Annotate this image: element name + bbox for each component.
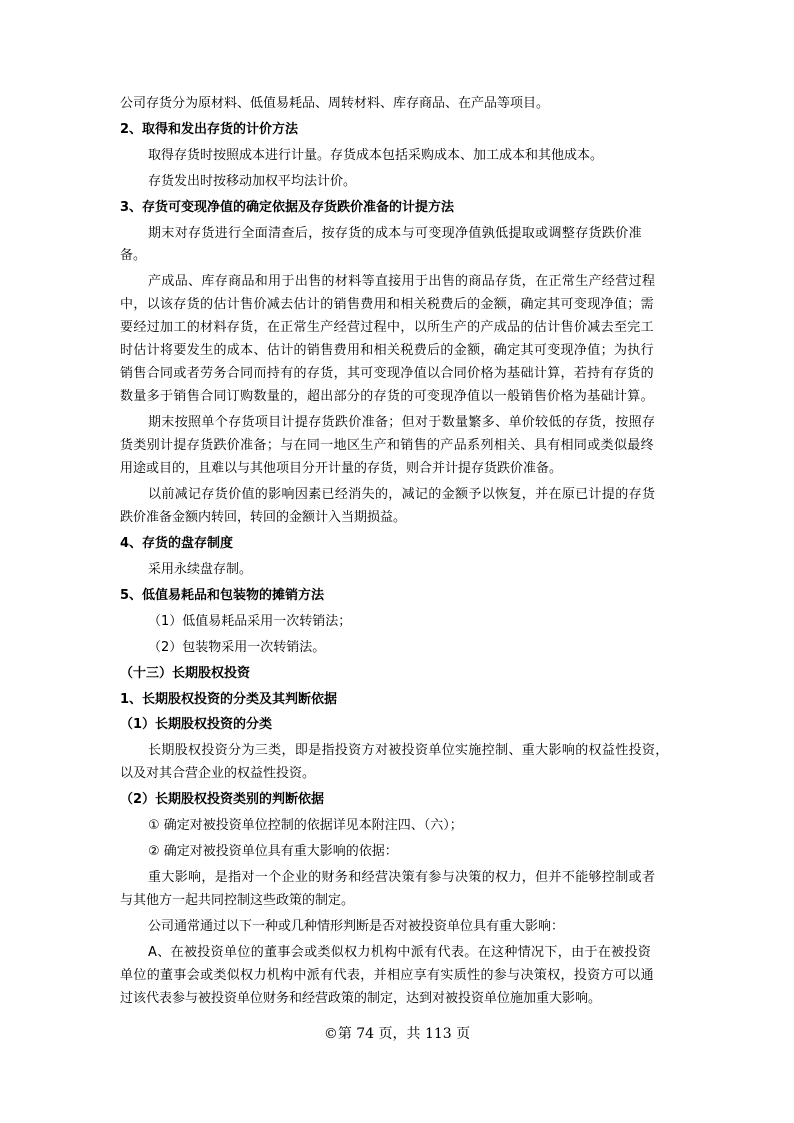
- paragraph-line: 要经过加工的材料存货，在正常生产经营过程中，以所生产的产成品的估计售价减去至完工: [120, 320, 655, 335]
- section-heading: 5、低值易耗品和包装物的摊销方法: [120, 588, 325, 603]
- paragraph-line: 与其他方一起共同控制这些政策的制定。: [120, 893, 355, 908]
- list-item: （2）包装物采用一次转销法。: [148, 640, 326, 655]
- paragraph-line: 以及对其合营企业的权益性投资。: [120, 766, 316, 781]
- paragraph-line: 时估计将要发生的成本、估计的销售费用和相关税费后的金额，确定其可变现净值；为执行: [120, 343, 655, 358]
- paragraph-line: 公司通常通过以下一种或几种情形判断是否对被投资单位具有重大影响：: [148, 919, 565, 934]
- paragraph-line: A、在被投资单位的董事会或类似权力机构中派有代表。在这种情况下，由于在被投资: [148, 945, 652, 960]
- paragraph-line: 跌价准备金额内转回，转回的金额计入当期损益。: [120, 510, 407, 525]
- paragraph-line: 采用永续盘存制。: [148, 562, 253, 577]
- section-heading: 1、长期股权投资的分类及其判断依据: [120, 692, 338, 707]
- paragraph-line: 单位的董事会或类似权力机构中派有代表，并相应享有实质性的参与决策权，投资方可以通: [120, 968, 655, 983]
- list-item: ② 确定对被投资单位具有重大影响的依据：: [148, 844, 398, 859]
- paragraph-line: 用途或目的，且难以与其他项目分开计量的存货，则合并计提存货跌价准备。: [120, 461, 563, 476]
- paragraph-line: 数量多于销售合同订购数量的，超出部分的存货的可变现净值以一般销售价格为基础计算。: [120, 389, 655, 404]
- paragraph-line: 取得存货时按照成本进行计量。存货成本包括采购成本、加工成本和其他成本。: [148, 148, 604, 163]
- paragraph-line: 过该代表参与被投资单位财务和经营政策的制定，达到对被投资单位施加重大影响。: [120, 991, 602, 1006]
- paragraph-line: 公司存货分为原材料、低值易耗品、周转材料、库存商品、在产品等项目。: [120, 96, 550, 111]
- paragraph-line: 货类别计提存货跌价准备；与在同一地区生产和销售的产品系列相关、具有相同或类似最终: [120, 438, 655, 453]
- paragraph-line: 存货发出时按移动加权平均法计价。: [148, 174, 357, 189]
- paragraph-line: 长期股权投资分为三类，即是指投资方对被投资单位实施控制、重大影响的权益性投资，: [148, 743, 669, 758]
- section-heading: 3、存货可变现净值的确定依据及存货跌价准备的计提方法: [120, 200, 455, 215]
- paragraph-line: 期末按照单个存货项目计提存货跌价准备；但对于数量繁多、单价较低的存货，按照存: [148, 415, 656, 430]
- paragraph-line: 期末对存货进行全面清查后，按存货的成本与可变现净值孰低提取或调整存货跌价准: [148, 226, 642, 241]
- subsection-heading: （1）长期股权投资的分类: [120, 717, 273, 732]
- section-heading: 4、存货的盘存制度: [120, 536, 234, 551]
- list-item: ① 确定对被投资单位控制的依据详见本附注四、（六）；: [148, 818, 463, 833]
- paragraph-line: 销售合同或者劳务合同而持有的存货，其可变现净值以合同价格为基础计算，若持有存货的: [120, 366, 655, 381]
- page-footer: ©第 74 页，共 113 页: [323, 1026, 471, 1042]
- section-heading: 2、取得和发出存货的计价方法: [120, 122, 299, 137]
- list-item: （1）低值易耗品采用一次转销法；: [148, 614, 352, 629]
- paragraph-line: 备。: [120, 248, 147, 263]
- paragraph-line: 中，以该存货的估计售价减去估计的销售费用和相关税费后的金额，确定其可变现净值；需: [120, 297, 655, 312]
- paragraph-line: 以前减记存货价值的影响因素已经消失的，减记的金额予以恢复，并在原已计提的存货: [148, 487, 656, 502]
- section-heading: （十三）长期股权投资: [120, 666, 251, 681]
- subsection-heading: （2）长期股权投资类别的判断依据: [120, 792, 325, 807]
- paragraph-line: 产成品、库存商品和用于出售的材料等直接用于出售的商品存货，在正常生产经营过程: [148, 274, 656, 289]
- paragraph-line: 重大影响，是指对一个企业的财务和经营决策有参与决策的权力，但并不能够控制或者: [148, 870, 656, 885]
